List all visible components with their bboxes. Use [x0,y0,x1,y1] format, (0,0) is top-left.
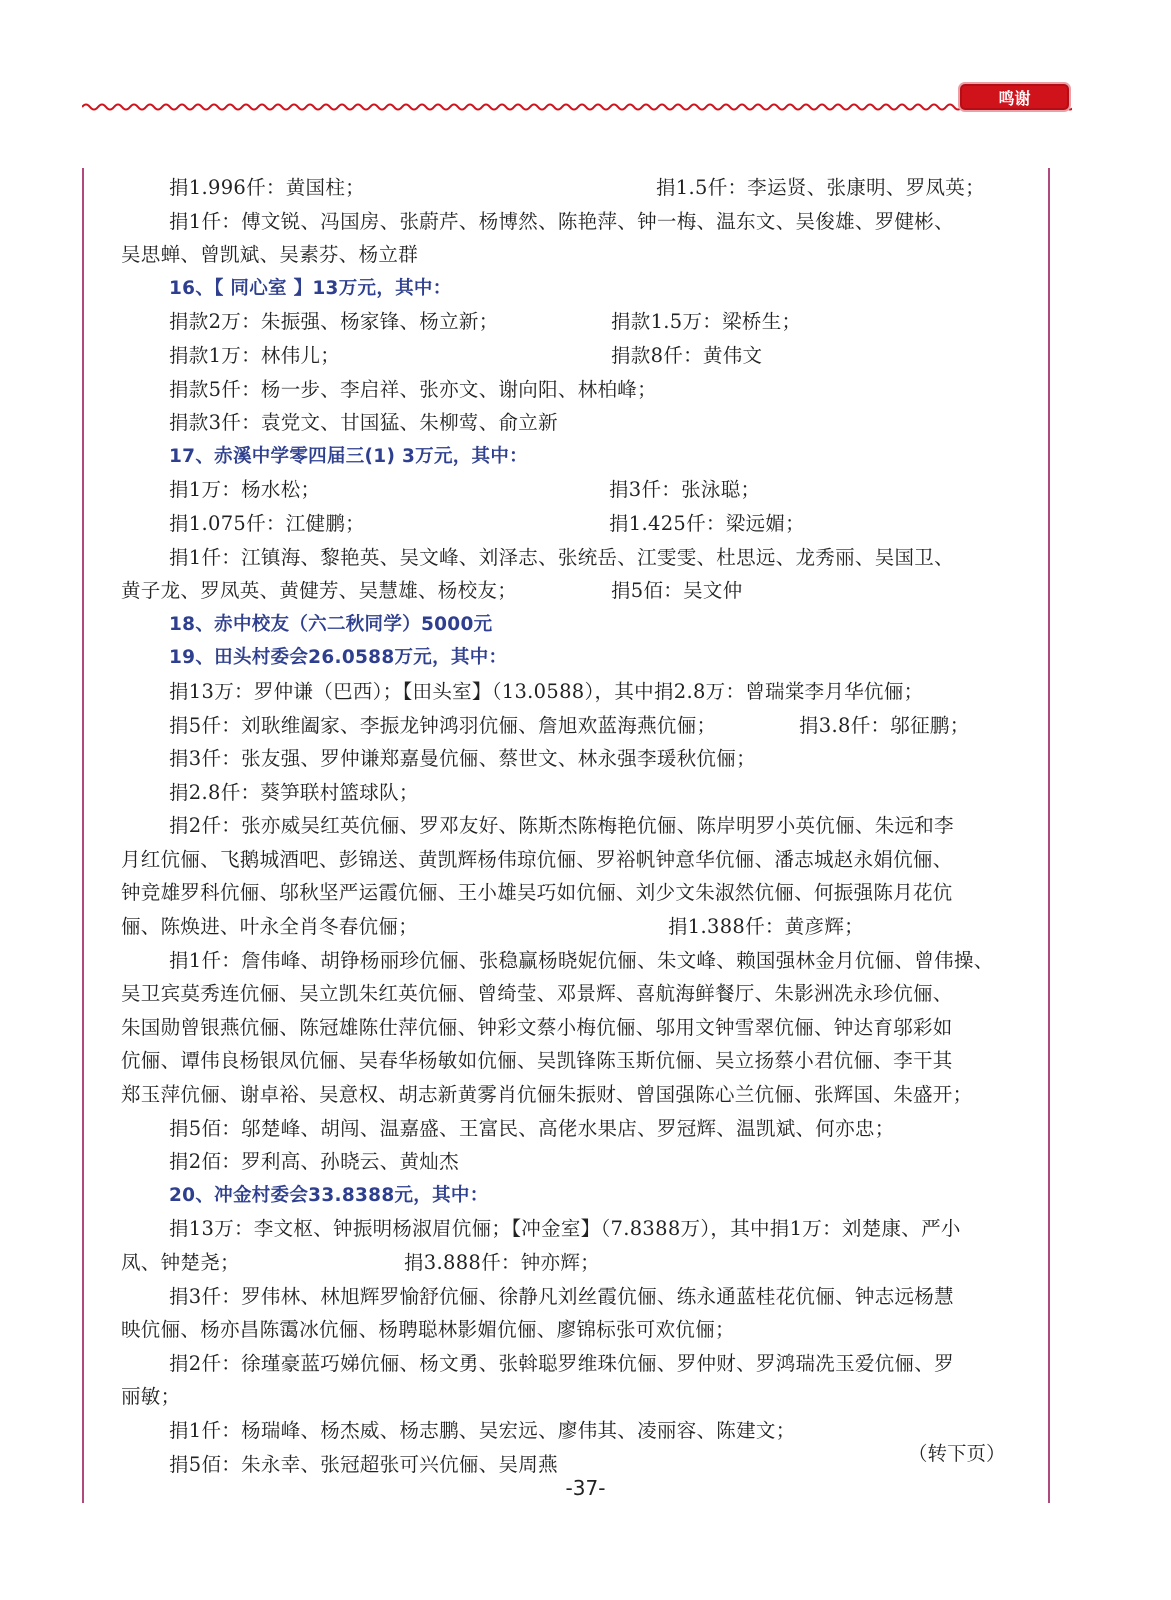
donor-line: 捐1仟：杨瑞峰、杨杰威、杨志鹏、吴宏远、廖伟其、凌丽容、陈建文； [169,1418,796,1442]
donor-line-split [121,910,1036,944]
donor-entry: 黄子龙、罗凤英、黄健芳、吴慧雄、杨校友； [121,579,518,603]
right-margin-line [1048,168,1050,1503]
donor-entry: 俪、陈焕进、叶永全肖冬春伉俪； [121,915,419,939]
section-heading: 20、冲金村委会33.8388元，其中： [169,1184,489,1206]
donor-line-split [121,339,1036,373]
donor-entry: 捐1.075仟：江健鹏； [169,511,365,535]
section-heading: 17、赤溪中学零四届三(1) 3万元，其中： [169,445,528,467]
donor-entry: 捐1.996仟：黄国柱； [169,176,365,199]
continue-note: （转下页） [908,1442,1006,1465]
donor-line: 吴思蝉、曾凯斌、吴素芬、杨立群 [121,243,419,267]
acknowledgement-list [121,171,1036,1481]
donor-entry: 捐5佰：吴文仲 [611,579,743,603]
donor-line-split [121,507,1036,541]
donor-line: 捐3仟：罗伟林、林旭辉罗愉舒伉俪、徐静凡刘丝霞伉俪、练永通蓝桂花伉俪、钟志远杨慧 [169,1284,954,1308]
donor-line: 捐1仟：江镇海、黎艳英、吴文峰、刘泽志、张统岳、江雯雯、杜思远、龙秀丽、吴国卫、 [169,545,954,569]
donor-entry: 捐款2万：朱振强、杨家锋、杨立新； [169,310,499,334]
donor-entry: 捐3.8仟：邬征鹏； [799,713,970,737]
donor-line: 映伉俪、杨亦昌陈霭冰伉俪、杨聘聪林影媚伉俪、廖锦标张可欢伉俪； [121,1318,735,1342]
donor-line: 吴卫宾莫秀连伉俪、吴立凯朱红英伉俪、曾绮莹、邓景辉、喜航海鲜餐厅、朱影洲冼永珍伉俪、 [121,982,953,1006]
donor-line: 郑玉萍伉俪、谢卓裕、吴意权、胡志新黄雾肖伉俪朱振财、曾国强陈心兰伉俪、张辉国、朱盛开； [121,1083,973,1107]
donor-line: 捐1仟：詹伟峰、胡铮杨丽珍伉俪、张稳赢杨晓妮伉俪、朱文峰、赖国强林金月伉俪、曾伟操、 [169,948,994,972]
donor-entry: 捐1.5仟：李运贤、张康明、罗凤英； [656,176,985,199]
page-number: -37- [565,1476,606,1500]
donor-line-split [121,171,1036,205]
donor-entry: 捐款1.5万：梁桥生； [611,310,802,334]
section-heading: 19、田头村委会26.0588万元，其中： [169,647,508,669]
donor-line-split [121,1246,1036,1280]
left-margin-line [82,168,84,1503]
donor-entry: 捐3仟：张泳聪； [609,478,761,502]
donor-line-split [121,574,1036,608]
donor-line: 捐款5仟：杨一步、李启祥、张亦文、谢向阳、林柏峰； [169,377,657,401]
donor-entry: 捐款8仟：黄伟文 [611,343,763,367]
donor-line: 捐款3仟：袁党文、甘国猛、朱柳莺、俞立新 [169,411,558,435]
donor-line: 捐2仟：张亦威吴红英伉俪、罗邓友好、陈斯杰陈梅艳伉俪、陈岸明罗小英伉俪、朱远和李 [169,814,954,838]
header-wave-border [82,100,1072,114]
donor-line: 捐2.8仟：葵笋联村篮球队； [169,780,419,804]
donor-line: 朱国勋曾银燕伉俪、陈冠雄陈仕萍伉俪、钟彩文蔡小梅伉俪、邬用文钟雪翠伉俪、钟达育邬彩如 [121,1015,953,1039]
donor-line: 捐1仟：傅文锐、冯国房、张蔚芹、杨博然、陈艳萍、钟一梅、温东文、吴俊雄、罗健彬、 [169,209,954,233]
donor-line: 捐2佰：罗利高、孙晓云、黄灿杰 [169,1150,459,1174]
donor-line: 捐13万：罗仲谦（巴西）；【田头室】（13.0588），其中捐2.8万：曾瑞棠李月华伉俪； [169,679,924,703]
donor-line: 捐5佰：邬楚峰、胡闯、温嘉盛、王富民、高佬水果店、罗冠辉、温凯斌、何亦忠； [169,1116,895,1140]
donor-entry: 捐1.388仟：黄彦辉； [668,915,864,939]
donor-line-split [121,305,1036,339]
section-heading: 16、【 同心室 】13万元，其中： [169,277,452,299]
section-heading: 18、赤中校友（六二秋同学）5000元 [169,613,493,635]
donor-line: 捐2仟：徐瑾豪蓝巧娣伉俪、杨文勇、张斡聪罗维珠伉俪、罗仲财、罗鸿瑞冼玉爱伉俪、罗 [169,1351,954,1375]
donor-line: 月红伉俪、飞鹅城酒吧、彭锦送、黄凯辉杨伟琼伉俪、罗裕帆钟意华伉俪、潘志城赵永娟伉俪、 [121,847,953,871]
donor-line: 丽敏； [121,1385,181,1409]
donor-entry: 捐款1万：林伟儿； [169,343,341,367]
donor-entry: 捐5仟：刘耿维阖家、李振龙钟鸿羽伉俪、詹旭欢蓝海燕伉俪； [169,713,717,737]
donor-line: 捐13万：李文枢、钟振明杨淑眉伉俪；【冲金室】（7.8388万），其中捐1万：刘楚康、严小 [169,1217,961,1241]
donor-line: 钟竞雄罗科伉俪、邬秋坚严运霞伉俪、王小雄吴巧如伉俪、刘少文朱淑然伉俪、何振强陈月花伉 [121,881,953,905]
donor-entry: 捐1.425仟：梁远媚； [609,511,805,535]
donor-line: 捐5佰：朱永幸、张冠超张可兴伉俪、吴周燕 [169,1452,558,1476]
donor-line-split [121,473,1036,507]
donor-line: 捐3仟：张友强、罗仲谦郑嘉曼伉俪、蔡世文、林永强李瑗秋伉俪； [169,747,756,771]
donor-entry: 捐1万：杨水松； [169,478,321,502]
donor-entry: 凤、钟楚尧； [121,1251,240,1274]
donor-line-split [121,709,1036,743]
donor-entry: 捐3.888仟：钟亦辉； [404,1251,600,1274]
section-tab: 鸣谢 [958,82,1071,112]
donor-line: 伉俪、谭伟良杨银凤伉俪、吴春华杨敏如伉俪、吴凯锋陈玉斯伉俪、吴立扬蔡小君伉俪、李干其 [121,1049,953,1073]
